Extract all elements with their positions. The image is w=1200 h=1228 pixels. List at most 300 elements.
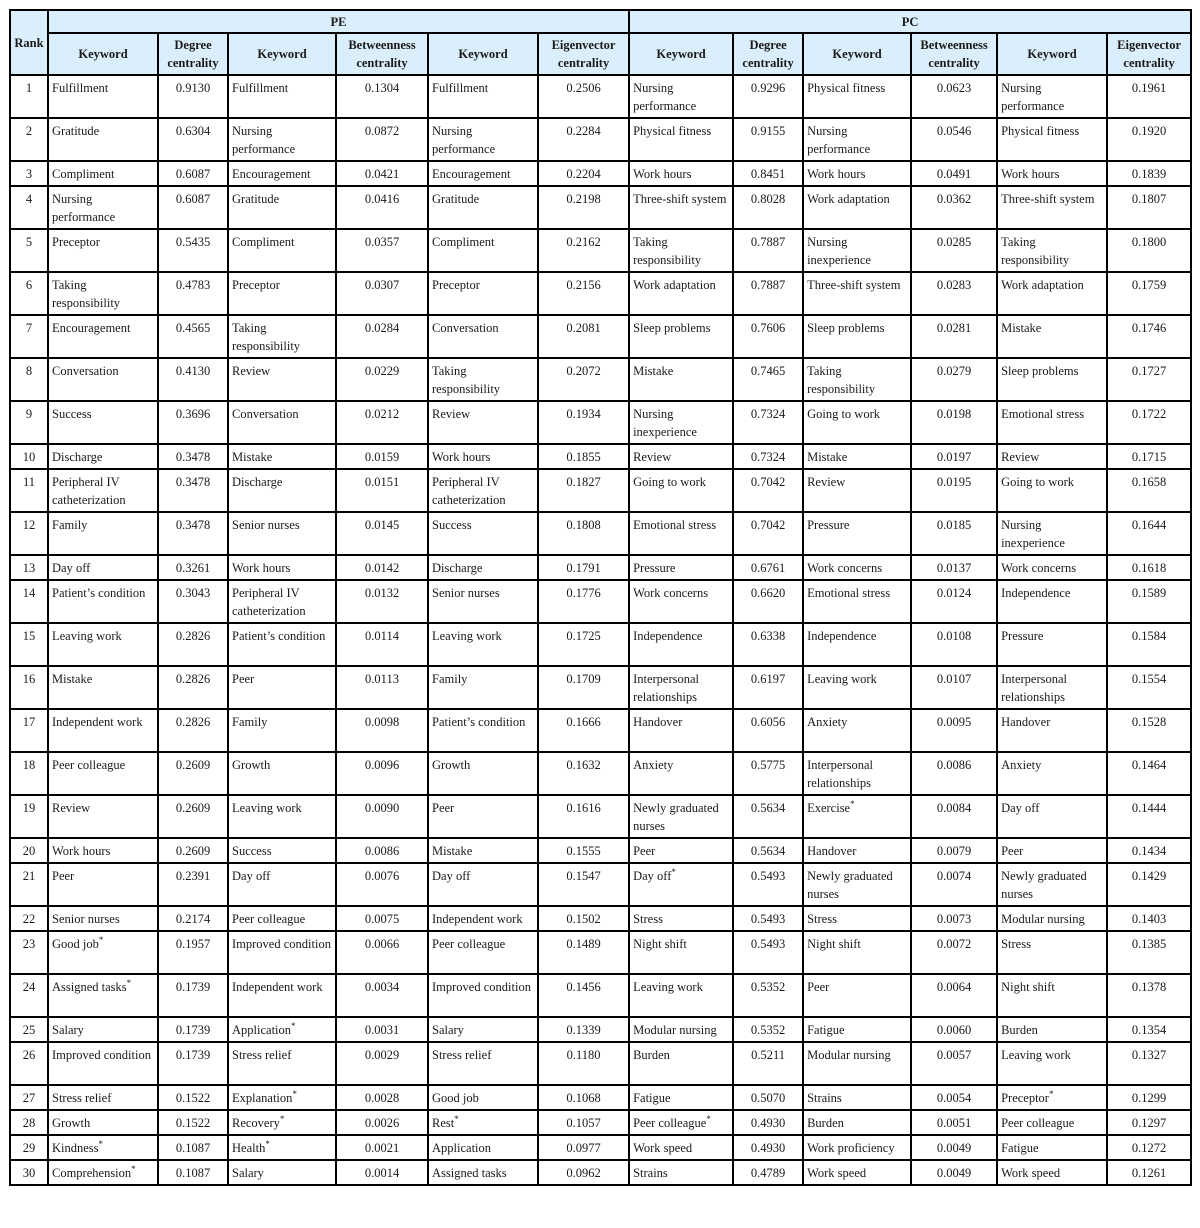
centrality-value: 0.8028 bbox=[733, 186, 803, 229]
centrality-value: 0.5352 bbox=[733, 1017, 803, 1042]
rank-cell: 4 bbox=[10, 186, 48, 229]
keyword-cell bbox=[48, 709, 158, 752]
rank-cell: 27 bbox=[10, 1085, 48, 1110]
table-row bbox=[10, 1017, 1191, 1042]
centrality-value: 0.0114 bbox=[336, 623, 428, 666]
centrality-value: 0.0086 bbox=[911, 752, 997, 795]
keyword-header: Keyword bbox=[629, 33, 733, 75]
centrality-value: 0.0049 bbox=[911, 1135, 997, 1160]
centrality-value: 0.0195 bbox=[911, 469, 997, 512]
keyword-cell bbox=[997, 1135, 1107, 1160]
keyword-text: Nursing performance bbox=[52, 192, 116, 224]
centrality-value: 0.1068 bbox=[538, 1085, 629, 1110]
keyword-cell bbox=[48, 623, 158, 666]
centrality-value: 0.0031 bbox=[336, 1017, 428, 1042]
keyword-text: Three-shift system bbox=[633, 192, 727, 206]
keyword-cell bbox=[428, 931, 538, 974]
centrality-value: 0.0051 bbox=[911, 1110, 997, 1135]
centrality-value: 0.0124 bbox=[911, 580, 997, 623]
keyword-cell bbox=[629, 666, 733, 709]
centrality-value: 0.0095 bbox=[911, 709, 997, 752]
keyword-cell bbox=[428, 1042, 538, 1085]
centrality-value: 0.1920 bbox=[1107, 118, 1191, 161]
centrality-value: 0.1354 bbox=[1107, 1017, 1191, 1042]
keyword-text: Improved condition bbox=[232, 937, 331, 951]
table-row bbox=[10, 752, 1191, 795]
keyword-text: Application bbox=[232, 1023, 292, 1037]
centrality-value: 0.1746 bbox=[1107, 315, 1191, 358]
centrality-header: Betweenness centrality bbox=[336, 33, 428, 75]
keyword-cell bbox=[803, 974, 911, 1017]
keyword-text: Interpersonal relationships bbox=[633, 672, 700, 704]
keyword-cell bbox=[803, 906, 911, 931]
centrality-value: 0.0285 bbox=[911, 229, 997, 272]
keyword-cell bbox=[803, 1017, 911, 1042]
table-row bbox=[10, 401, 1191, 444]
keyword-cell bbox=[228, 580, 336, 623]
centrality-value: 0.5493 bbox=[733, 863, 803, 906]
keyword-cell bbox=[803, 401, 911, 444]
centrality-value: 0.2609 bbox=[158, 795, 228, 838]
keyword-text: Success bbox=[232, 844, 272, 858]
keyword-text: Discharge bbox=[232, 475, 283, 489]
centrality-value: 0.0137 bbox=[911, 555, 997, 580]
centrality-value: 0.1800 bbox=[1107, 229, 1191, 272]
asterisk-mark: * bbox=[706, 1113, 711, 1124]
keyword-cell bbox=[803, 315, 911, 358]
keyword-text: Peripheral IV catheterization bbox=[232, 586, 306, 618]
rank-cell: 8 bbox=[10, 358, 48, 401]
keyword-text: Preceptor bbox=[432, 278, 480, 292]
keyword-cell bbox=[428, 161, 538, 186]
centrality-value: 0.2204 bbox=[538, 161, 629, 186]
keyword-cell bbox=[803, 709, 911, 752]
keyword-cell bbox=[228, 1160, 336, 1185]
keyword-text: Peer colleague bbox=[633, 1116, 707, 1130]
centrality-value: 0.0362 bbox=[911, 186, 997, 229]
keyword-text: Improved condition bbox=[52, 1048, 151, 1062]
keyword-cell bbox=[629, 623, 733, 666]
asterisk-mark: * bbox=[131, 1163, 136, 1174]
centrality-value: 0.1327 bbox=[1107, 1042, 1191, 1085]
keyword-text: Three-shift system bbox=[807, 278, 901, 292]
keyword-cell bbox=[997, 795, 1107, 838]
centrality-value: 0.6056 bbox=[733, 709, 803, 752]
table-row bbox=[10, 1042, 1191, 1085]
keyword-cell bbox=[48, 186, 158, 229]
keyword-text: Day off bbox=[232, 869, 271, 883]
keyword-text: Work hours bbox=[232, 561, 291, 575]
keyword-text: Patient’s condition bbox=[52, 586, 146, 600]
keyword-cell bbox=[48, 469, 158, 512]
centrality-value: 0.7606 bbox=[733, 315, 803, 358]
centrality-value: 0.0546 bbox=[911, 118, 997, 161]
keyword-text: Nursing performance bbox=[232, 124, 296, 156]
keyword-cell bbox=[997, 1085, 1107, 1110]
keyword-text: Peer bbox=[232, 672, 255, 686]
keyword-cell bbox=[428, 512, 538, 555]
rank-cell: 14 bbox=[10, 580, 48, 623]
keyword-text: Three-shift system bbox=[1001, 192, 1095, 206]
centrality-value: 0.1807 bbox=[1107, 186, 1191, 229]
keyword-cell bbox=[228, 1017, 336, 1042]
keyword-cell bbox=[803, 272, 911, 315]
centrality-value: 0.1727 bbox=[1107, 358, 1191, 401]
keyword-cell bbox=[228, 974, 336, 1017]
centrality-value: 0.2609 bbox=[158, 752, 228, 795]
keyword-text: Stress relief bbox=[232, 1048, 292, 1062]
keyword-cell bbox=[629, 118, 733, 161]
centrality-value: 0.1715 bbox=[1107, 444, 1191, 469]
table-row bbox=[10, 1160, 1191, 1185]
centrality-value: 0.1616 bbox=[538, 795, 629, 838]
keyword-text: Salary bbox=[52, 1023, 84, 1037]
centrality-value: 0.0075 bbox=[336, 906, 428, 931]
keyword-cell bbox=[997, 863, 1107, 906]
keyword-text: Peripheral IV catheterization bbox=[52, 475, 126, 507]
centrality-value: 0.0021 bbox=[336, 1135, 428, 1160]
keyword-text: Patient’s condition bbox=[232, 629, 326, 643]
keyword-text: Day off bbox=[52, 561, 91, 575]
table-row bbox=[10, 444, 1191, 469]
centrality-value: 0.1522 bbox=[158, 1110, 228, 1135]
table-row bbox=[10, 75, 1191, 118]
keyword-text: Going to work bbox=[633, 475, 706, 489]
keyword-cell bbox=[228, 75, 336, 118]
keyword-text: Independent work bbox=[432, 912, 523, 926]
keyword-text: Leaving work bbox=[232, 801, 302, 815]
keyword-cell bbox=[48, 401, 158, 444]
keyword-cell bbox=[803, 229, 911, 272]
keyword-cell bbox=[228, 666, 336, 709]
keyword-text: Taking responsibility bbox=[633, 235, 702, 267]
keyword-text: Encouragement bbox=[232, 167, 311, 181]
centrality-value: 0.1584 bbox=[1107, 623, 1191, 666]
keyword-text: Nursing inexperience bbox=[1001, 518, 1065, 550]
keyword-text: Fulfillment bbox=[232, 81, 289, 95]
centrality-value: 0.1547 bbox=[538, 863, 629, 906]
keyword-cell bbox=[997, 623, 1107, 666]
keyword-cell bbox=[997, 186, 1107, 229]
centrality-value: 0.1087 bbox=[158, 1160, 228, 1185]
keyword-text: Encouragement bbox=[52, 321, 131, 335]
keyword-cell bbox=[48, 1042, 158, 1085]
keyword-cell bbox=[428, 580, 538, 623]
centrality-value: 0.3478 bbox=[158, 512, 228, 555]
rank-cell: 5 bbox=[10, 229, 48, 272]
rank-cell: 13 bbox=[10, 555, 48, 580]
keyword-cell bbox=[803, 358, 911, 401]
keyword-cell bbox=[997, 709, 1107, 752]
keyword-cell bbox=[629, 315, 733, 358]
keyword-text: Newly graduated nurses bbox=[807, 869, 893, 901]
centrality-value: 0.0028 bbox=[336, 1085, 428, 1110]
keyword-text: Review bbox=[807, 475, 846, 489]
keyword-cell bbox=[428, 272, 538, 315]
centrality-value: 0.0034 bbox=[336, 974, 428, 1017]
keyword-cell bbox=[997, 1042, 1107, 1085]
keyword-text: Good job bbox=[52, 937, 99, 951]
keyword-cell bbox=[48, 118, 158, 161]
keyword-text: Mistake bbox=[807, 450, 848, 464]
keyword-cell bbox=[997, 974, 1107, 1017]
centrality-value: 0.0279 bbox=[911, 358, 997, 401]
centrality-value: 0.1725 bbox=[538, 623, 629, 666]
keyword-cell bbox=[629, 272, 733, 315]
keyword-text: Work adaptation bbox=[807, 192, 890, 206]
centrality-value: 0.5493 bbox=[733, 931, 803, 974]
keyword-text: Peer bbox=[432, 801, 455, 815]
rank-header: Rank bbox=[10, 10, 48, 75]
keyword-cell bbox=[428, 752, 538, 795]
keyword-cell bbox=[428, 863, 538, 906]
keyword-cell bbox=[428, 444, 538, 469]
keyword-text: Stress relief bbox=[52, 1091, 112, 1105]
keyword-text: Fatigue bbox=[807, 1023, 845, 1037]
keyword-text: Mistake bbox=[232, 450, 273, 464]
centrality-value: 0.1658 bbox=[1107, 469, 1191, 512]
keyword-cell bbox=[428, 358, 538, 401]
keyword-text: Family bbox=[52, 518, 88, 532]
keyword-cell bbox=[629, 358, 733, 401]
keyword-cell bbox=[428, 795, 538, 838]
table-row bbox=[10, 315, 1191, 358]
centrality-value: 0.0049 bbox=[911, 1160, 997, 1185]
keyword-cell bbox=[48, 161, 158, 186]
keyword-text: Night shift bbox=[633, 937, 687, 951]
centrality-value: 0.9296 bbox=[733, 75, 803, 118]
table-row bbox=[10, 838, 1191, 863]
keyword-text: Strains bbox=[807, 1091, 842, 1105]
keyword-cell bbox=[428, 1160, 538, 1185]
subheader-row bbox=[10, 33, 1191, 75]
centrality-value: 0.2081 bbox=[538, 315, 629, 358]
keyword-text: Encouragement bbox=[432, 167, 511, 181]
keyword-text: Review bbox=[633, 450, 672, 464]
centrality-value: 0.1087 bbox=[158, 1135, 228, 1160]
keyword-text: Work speed bbox=[633, 1141, 693, 1155]
keyword-text: Fulfillment bbox=[432, 81, 489, 95]
keyword-text: Explanation bbox=[232, 1091, 293, 1105]
centrality-value: 0.4565 bbox=[158, 315, 228, 358]
centrality-value: 0.2826 bbox=[158, 709, 228, 752]
keyword-cell bbox=[228, 512, 336, 555]
keyword-text: Mistake bbox=[633, 364, 674, 378]
keyword-cell bbox=[997, 118, 1107, 161]
keyword-cell bbox=[48, 512, 158, 555]
keyword-cell bbox=[997, 752, 1107, 795]
keyword-text: Family bbox=[232, 715, 268, 729]
centrality-value: 0.0079 bbox=[911, 838, 997, 863]
table-row bbox=[10, 795, 1191, 838]
keyword-cell bbox=[997, 555, 1107, 580]
keyword-text: Comprehension bbox=[52, 1166, 132, 1180]
keyword-cell bbox=[428, 1110, 538, 1135]
keyword-text: Work adaptation bbox=[633, 278, 716, 292]
keyword-cell bbox=[629, 1017, 733, 1042]
centrality-value: 0.1489 bbox=[538, 931, 629, 974]
keyword-cell bbox=[629, 161, 733, 186]
keyword-cell bbox=[228, 1042, 336, 1085]
keyword-text: Sleep problems bbox=[633, 321, 711, 335]
keyword-cell bbox=[228, 838, 336, 863]
table-row bbox=[10, 358, 1191, 401]
centrality-value: 0.1385 bbox=[1107, 931, 1191, 974]
centrality-value: 0.6620 bbox=[733, 580, 803, 623]
asterisk-mark: * bbox=[850, 798, 855, 809]
keyword-text: Peer bbox=[1001, 844, 1024, 858]
keyword-text: Emotional stress bbox=[1001, 407, 1085, 421]
keyword-text: Mistake bbox=[52, 672, 93, 686]
table-row bbox=[10, 555, 1191, 580]
keyword-text: Stress relief bbox=[432, 1048, 492, 1062]
keyword-cell bbox=[997, 838, 1107, 863]
table-row bbox=[10, 161, 1191, 186]
centrality-value: 0.7887 bbox=[733, 229, 803, 272]
keyword-text: Interpersonal relationships bbox=[807, 758, 874, 790]
keyword-cell bbox=[228, 1110, 336, 1135]
centrality-value: 0.2284 bbox=[538, 118, 629, 161]
group-header-pe: PE bbox=[48, 10, 629, 33]
centrality-value: 0.1057 bbox=[538, 1110, 629, 1135]
keyword-cell bbox=[803, 795, 911, 838]
centrality-header: Eigenvector centrality bbox=[538, 33, 629, 75]
keyword-text: Emotional stress bbox=[807, 586, 891, 600]
keyword-cell bbox=[997, 1017, 1107, 1042]
keyword-cell bbox=[228, 118, 336, 161]
keyword-cell bbox=[803, 555, 911, 580]
keyword-cell bbox=[48, 974, 158, 1017]
keyword-text: Work proficiency bbox=[807, 1141, 895, 1155]
centrality-value: 0.8451 bbox=[733, 161, 803, 186]
centrality-value: 0.7042 bbox=[733, 469, 803, 512]
keyword-cell bbox=[48, 1017, 158, 1042]
keyword-cell bbox=[997, 401, 1107, 444]
keyword-text: Conversation bbox=[52, 364, 119, 378]
keyword-text: Review bbox=[432, 407, 471, 421]
keyword-cell bbox=[803, 623, 911, 666]
keyword-text: Strains bbox=[633, 1166, 668, 1180]
keyword-cell bbox=[803, 512, 911, 555]
centrality-value: 0.5211 bbox=[733, 1042, 803, 1085]
centrality-value: 0.5070 bbox=[733, 1085, 803, 1110]
keyword-text: Salary bbox=[432, 1023, 464, 1037]
keyword-text: Mistake bbox=[1001, 321, 1042, 335]
keyword-text: Sleep problems bbox=[807, 321, 885, 335]
centrality-value: 0.0064 bbox=[911, 974, 997, 1017]
centrality-value: 0.0145 bbox=[336, 512, 428, 555]
centrality-value: 0.1709 bbox=[538, 666, 629, 709]
rank-cell: 22 bbox=[10, 906, 48, 931]
rank-cell: 18 bbox=[10, 752, 48, 795]
centrality-value: 0.6087 bbox=[158, 186, 228, 229]
centrality-value: 0.2162 bbox=[538, 229, 629, 272]
keyword-cell bbox=[997, 906, 1107, 931]
rank-cell: 7 bbox=[10, 315, 48, 358]
keyword-cell bbox=[228, 752, 336, 795]
centrality-value: 0.5352 bbox=[733, 974, 803, 1017]
keyword-cell bbox=[803, 1042, 911, 1085]
keyword-text: Peer bbox=[52, 869, 75, 883]
keyword-cell bbox=[997, 469, 1107, 512]
keyword-cell bbox=[629, 1085, 733, 1110]
keyword-text: Burden bbox=[633, 1048, 670, 1062]
keyword-text: Leaving work bbox=[633, 980, 703, 994]
keyword-text: Conversation bbox=[232, 407, 299, 421]
keyword-text: Day off bbox=[1001, 801, 1040, 815]
keyword-text: Newly graduated nurses bbox=[1001, 869, 1087, 901]
keyword-cell bbox=[803, 1085, 911, 1110]
keyword-cell bbox=[629, 1135, 733, 1160]
keyword-header: Keyword bbox=[228, 33, 336, 75]
keyword-text: Stress bbox=[1001, 937, 1031, 951]
centrality-value: 0.2609 bbox=[158, 838, 228, 863]
keyword-text: Independence bbox=[633, 629, 703, 643]
keyword-text: Nursing inexperience bbox=[633, 407, 697, 439]
keyword-text: Leaving work bbox=[432, 629, 502, 643]
centrality-value: 0.4783 bbox=[158, 272, 228, 315]
centrality-value: 0.0623 bbox=[911, 75, 997, 118]
rank-cell: 20 bbox=[10, 838, 48, 863]
keyword-cell bbox=[629, 1160, 733, 1185]
centrality-value: 0.1378 bbox=[1107, 974, 1191, 1017]
rank-cell: 23 bbox=[10, 931, 48, 974]
keyword-cell bbox=[228, 358, 336, 401]
keyword-cell bbox=[48, 795, 158, 838]
centrality-value: 0.0197 bbox=[911, 444, 997, 469]
centrality-value: 0.1791 bbox=[538, 555, 629, 580]
centrality-value: 0.0107 bbox=[911, 666, 997, 709]
keyword-cell bbox=[228, 315, 336, 358]
centrality-value: 0.1522 bbox=[158, 1085, 228, 1110]
keyword-text: Work adaptation bbox=[1001, 278, 1084, 292]
keyword-cell bbox=[48, 358, 158, 401]
centrality-value: 0.7324 bbox=[733, 401, 803, 444]
keyword-cell bbox=[803, 118, 911, 161]
keyword-text: Leaving work bbox=[52, 629, 122, 643]
keyword-cell bbox=[428, 1135, 538, 1160]
keyword-text: Discharge bbox=[432, 561, 483, 575]
rank-cell: 28 bbox=[10, 1110, 48, 1135]
keyword-text: Handover bbox=[633, 715, 683, 729]
centrality-value: 0.1739 bbox=[158, 1017, 228, 1042]
keyword-text: Work speed bbox=[807, 1166, 867, 1180]
keyword-cell bbox=[803, 838, 911, 863]
keyword-text: Physical fitness bbox=[633, 124, 712, 138]
centrality-value: 0.0284 bbox=[336, 315, 428, 358]
centrality-header: Eigenvector centrality bbox=[1107, 33, 1191, 75]
keyword-cell bbox=[228, 1085, 336, 1110]
keyword-text: Physical fitness bbox=[807, 81, 886, 95]
centrality-value: 0.0076 bbox=[336, 863, 428, 906]
keyword-cell bbox=[48, 580, 158, 623]
keyword-text: Taking responsibility bbox=[52, 278, 121, 310]
table-row bbox=[10, 974, 1191, 1017]
keyword-cell bbox=[629, 974, 733, 1017]
keyword-cell bbox=[629, 931, 733, 974]
keyword-text: Application bbox=[432, 1141, 492, 1155]
centrality-value: 0.1464 bbox=[1107, 752, 1191, 795]
keyword-text: Interpersonal relationships bbox=[1001, 672, 1068, 704]
centrality-value: 0.1739 bbox=[158, 974, 228, 1017]
keyword-cell bbox=[428, 1017, 538, 1042]
centrality-value: 0.0283 bbox=[911, 272, 997, 315]
centrality-value: 0.1554 bbox=[1107, 666, 1191, 709]
keyword-cell bbox=[803, 752, 911, 795]
keyword-text: Independent work bbox=[232, 980, 323, 994]
rank-cell: 19 bbox=[10, 795, 48, 838]
keyword-text: Compliment bbox=[232, 235, 295, 249]
